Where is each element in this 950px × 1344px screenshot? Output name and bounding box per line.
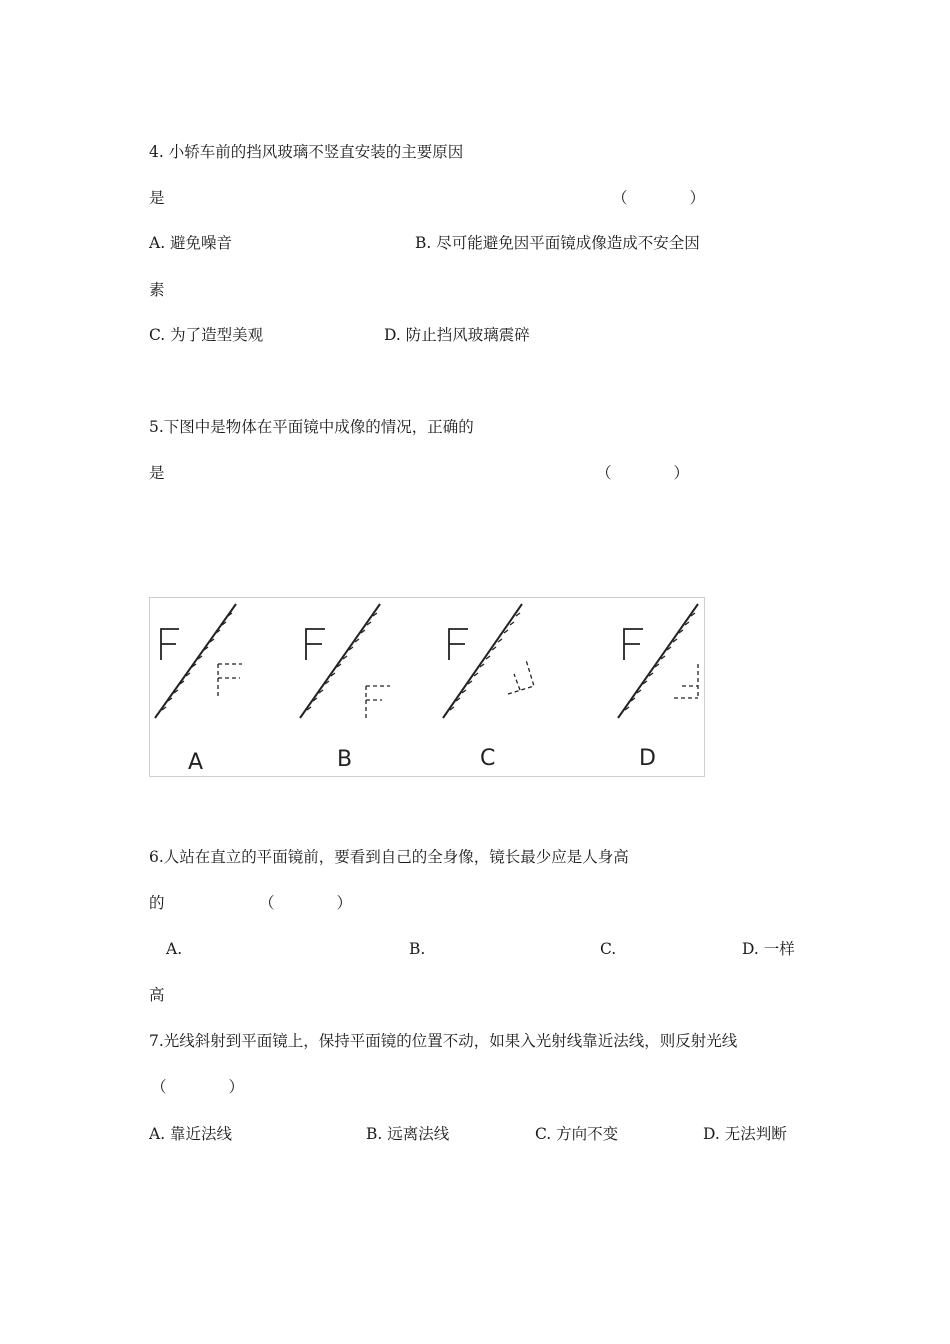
- q6-option-b: B.: [409, 940, 426, 958]
- mirror-b: [300, 604, 380, 718]
- q4-option-b-continuation: 素: [149, 281, 165, 299]
- q4-option-c: C. 为了造型美观: [149, 326, 264, 344]
- figure-label-b: B: [337, 747, 353, 772]
- q6-option-a: A.: [166, 940, 183, 958]
- q6-option-d-continuation: 高: [149, 986, 165, 1004]
- panel-b: [300, 604, 390, 718]
- q4-stem: 4. 小轿车前的挡风玻璃不竖直安装的主要原因: [149, 143, 464, 161]
- q7-option-c: C. 方向不变: [535, 1125, 619, 1143]
- q4-option-a: A. 避免噪音: [149, 234, 233, 252]
- q7-option-a: A. 靠近法线: [149, 1125, 233, 1143]
- image-f-b: [366, 686, 390, 718]
- mirror-diagrams: [150, 598, 706, 778]
- mirror-c: [443, 604, 522, 718]
- figure-label-a: A: [188, 750, 204, 775]
- q5-stem-continuation: 是: [149, 464, 165, 482]
- figure-label-d: D: [639, 746, 656, 771]
- q6-option-c: C.: [600, 940, 617, 958]
- q4-option-d: D. 防止挡风玻璃震碎: [384, 326, 530, 344]
- q4-stem-continuation: 是: [149, 189, 165, 207]
- q6-option-d: D. 一样: [742, 940, 795, 958]
- object-f-a: [161, 629, 179, 660]
- panel-a: [155, 604, 242, 718]
- mirror-image-figure: [149, 597, 705, 777]
- mirror-a-hatch: [162, 613, 232, 710]
- mirror-d: [618, 604, 698, 718]
- q6-answer-paren: （ ）: [259, 894, 353, 912]
- mirror-d-hatch: [625, 613, 695, 710]
- q4-option-b: B. 尽可能避免因平面镜成像造成不安全因: [415, 234, 700, 252]
- q7-stem: 7.光线斜射到平面镜上，保持平面镜的位置不动，如果入光射线靠近法线，则反射光线: [149, 1032, 738, 1050]
- mirror-a: [155, 604, 236, 718]
- object-f-c: [449, 629, 468, 660]
- panel-d: [618, 604, 698, 718]
- q7-option-d: D. 无法判断: [703, 1125, 787, 1143]
- q6-stem-continuation: 的: [149, 894, 165, 912]
- object-f-b: [306, 629, 325, 660]
- q7-option-b: B. 远离法线: [366, 1125, 450, 1143]
- image-f-d: [674, 664, 698, 698]
- q7-answer-paren: （ ）: [151, 1078, 245, 1096]
- panel-c: [443, 604, 534, 718]
- q4-answer-paren: （ ）: [612, 189, 706, 207]
- image-f-c: [508, 660, 534, 694]
- image-f-a: [218, 664, 242, 696]
- figure-label-c: C: [480, 746, 496, 771]
- q6-stem: 6.人站在直立的平面镜前，要看到自己的全身像，镜长最少应是人身高: [149, 848, 629, 866]
- mirror-c-hatch: [450, 613, 520, 710]
- object-f-d: [624, 629, 643, 660]
- q5-answer-paren: （ ）: [596, 464, 690, 482]
- q5-stem: 5.下图中是物体在平面镜中成像的情况，正确的: [149, 418, 474, 436]
